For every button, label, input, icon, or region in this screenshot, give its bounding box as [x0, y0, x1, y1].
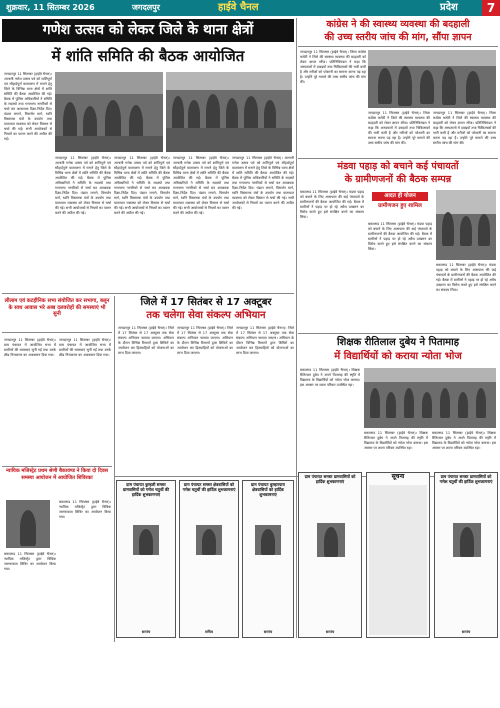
ad-panchayat-1: [116, 480, 176, 638]
ad-panchayat-3: [242, 480, 294, 638]
masthead: [0, 0, 500, 16]
mid-left-body-col2: जगदलपुर 11 सितम्बर (हाईवे चैनल)। ग्राम पंचायत में आयोजित सभा में ग्रामीणों की समस्याएं सुनी गईं तथा उनके शीघ्र निराकरण का आश्वासन दिया गया।: [59, 338, 111, 357]
ganesh-body-col2: जगदलपुर 11 सितम्बर (हाईवे चैनल)। आगामी गणेश उत्सव पर्व को शांतिपूर्ण एवं सौहार्दपूर्ण वातावरण में मनाने हेतु जिले के विभिन्न थाना क्षेत्रों में शांति समिति की बैठक आयोजित की गई। बैठक में पुलिस अधिकारियों ने समिति के सदस्यों तथा गणमान्य नागरिकों से चर्चा कर आवश्यक दिशा-निर्देश दिए। पंडाल लगाने, विसर्जन मार्ग, ध्वनि विस्तारक यंत्रों के उपयोग तथा यातायात व्यवस्था को लेकर विस्तार से चर्चा की गई। सभी आयोजकों से नियमों का पालन करने की अपील की गई।: [55, 156, 111, 215]
ganesh-body-col4: जगदलपुर 11 सितम्बर (हाईवे चैनल)। आगामी गणेश उत्सव पर्व को शांतिपूर्ण एवं सौहार्दपूर्ण वातावरण में मनाने हेतु जिले के विभिन्न थाना क्षेत्रों में शांति समिति की बैठक आयोजित की गई। बैठक में पुलिस अधिकारियों ने समिति के सदस्यों तथा गणमान्य नागरिकों से चर्चा कर आवश्यक दिशा-निर्देश दिए। पंडाल लगाने, विसर्जन मार्ग, ध्वनि विस्तारक यंत्रों के उपयोग तथा यातायात व्यवस्था को लेकर विस्तार से चर्चा की गई। सभी आयोजकों से नियमों का पालन करने की अपील की गई।: [173, 156, 229, 215]
ganesh-headline-top: गणेश उत्सव को लेकर जिले के थाना क्षेत्रों: [2, 19, 294, 42]
ad-title: ग्राम पंचायत कुम्हली समस्त ग्रामवासियों को गणेश चतुर्थी की हार्दिक शुभकामनाएं: [122, 482, 170, 497]
mandwa-photo: [436, 190, 496, 260]
mid-left-body-col1: जगदलपुर 11 सितम्बर (हाईवे चैनल)। ग्राम पंचायत में आयोजित सभा में ग्रामीणों की समस्याएं सुनी गईं तथा उनके शीघ्र निराकरण का आश्वासन दिया गया।: [4, 338, 56, 357]
ad-title: ग्राम पंचायत कुम्हारपारा क्षेत्रवासियों को हार्दिक शुभकामनाएं: [251, 482, 285, 497]
school-photo: [364, 368, 496, 428]
ad-portrait: [317, 523, 345, 557]
mandwa-body-col3: बकावण्ड 11 सितम्बर (हाईवे चैनल)। मंडवा पहाड़ को बचाने के लिए आसपास की कई पंचायतों के ग्रामीणजनों की बैठक आयोजित की गई। बैठक में ग्रामीणों ने पहाड़ पर हो रहे अवैध उत्खनन का विरोध करते हुए इसे संरक्षित करने का संकल्प लिया।: [436, 263, 496, 292]
ad-signature: सचिव: [205, 630, 213, 634]
ganesh-crowd-photo: [166, 72, 292, 152]
school-body-col3: बकावण्ड 11 सितम्बर (हाईवे चैनल)। शिक्षक रीतिलाल दुबेय ने अपने पितामह की स्मृति में विद्यालय के विद्यार्थियों को न्योता भोज कराया। इस अवसर पर शाला परिवार उपस्थित रहा।: [432, 431, 496, 450]
school-headline-top: शिक्षक रीतिलाल दुबेय ने पितामाह: [336, 337, 460, 348]
column-divider: [114, 296, 115, 642]
school-headline-bottom: में विद्यार्थियों को कराया न्योता भोज: [334, 351, 462, 362]
bottom-left-photo: [6, 500, 50, 548]
ad-portrait: [453, 523, 481, 557]
ad-signature: सरपंच: [263, 630, 273, 634]
sankalp-headline-bottom: तक चलेगा सेवा संकल्प अभियान: [146, 310, 266, 321]
ad-portrait: [133, 525, 159, 555]
divider: [2, 293, 294, 294]
ad-notice: [366, 472, 430, 638]
mandwa-body-col1: बकावण्ड 11 सितम्बर (हाईवे चैनल)। मंडवा पहाड़ को बचाने के लिए आसपास की कई पंचायतों के ग्रामीणजनों की बैठक आयोजित की गई। बैठक में ग्रामीणों ने पहाड़ पर हो रहे अवैध उत्खनन का विरोध करते हुए इसे संरक्षित करने का संकल्प लिया।: [300, 190, 364, 219]
ad-panchayat-2: [179, 480, 239, 638]
ad-signature: सरपंच: [141, 630, 151, 634]
sankalp-body-col1: जगदलपुर 11 सितम्बर (हाईवे चैनल)। जिले में 17 सितंबर से 17 अक्टूबर तक सेवा संकल्प अभियान चलाया जाएगा। अभियान के दौरान विभिन्न विभागों द्वारा शिविरों का आयोजन कर हितग्राहियों को योजनाओं का लाभ दिया जाएगा।: [118, 326, 174, 355]
congress-body-col3: जगदलपुर 11 सितम्बर (हाईवे चैनल)। जिला कांग्रेस कमेटी ने जिले की स्वास्थ्य व्यवस्था की बदहाली को लेकर ज्ञापन सौंपा। प्रतिनिधिमंडल ने कहा कि अस्पतालों में दवाइयों तथा चिकित्सकों की भारी कमी है और मरीजों को परेशानी का सामना करना पड़ रहा है। उन्होंने पूरे मामले की उच्च स्तरीय जांच की मांग की।: [433, 111, 496, 145]
divider: [298, 158, 498, 159]
page-number: 7: [482, 0, 500, 16]
bottom-left-body-col1: बकावण्ड 11 सितम्बर (हाईवे चैनल)। न्यायिक मजिस्ट्रेट द्वारा विधिक जागरूकता शिविर का आयोजन किया गया।: [4, 552, 56, 571]
mandwa-body-col2: बकावण्ड 11 सितम्बर (हाईवे चैनल)। मंडवा पहाड़ को बचाने के लिए आसपास की कई पंचायतों के ग्रामीणजनों की बैठक आयोजित की गई। बैठक में ग्रामीणों ने पहाड़ पर हो रहे अवैध उत्खनन का विरोध करते हुए इसे संरक्षित करने का संकल्प लिया।: [368, 222, 432, 251]
divider: [298, 46, 498, 47]
ad-panchayat-4: [298, 472, 362, 638]
congress-body-col2: जगदलपुर 11 सितम्बर (हाईवे चैनल)। जिला कांग्रेस कमेटी ने जिले की स्वास्थ्य व्यवस्था की बदहाली को लेकर ज्ञापन सौंपा। प्रतिनिधिमंडल ने कहा कि अस्पतालों में दवाइयों तथा चिकित्सकों की भारी कमी है और मरीजों को परेशानी का सामना करना पड़ रहा है। उन्होंने पूरे मामले की उच्च स्तरीय जांच की मांग की।: [368, 111, 430, 145]
ad-title: सूचना: [391, 473, 405, 480]
ad-signature: सरपंच: [461, 630, 471, 634]
congress-body-col1: जगदलपुर 11 सितम्बर (हाईवे चैनल)। जिला कांग्रेस कमेटी ने जिले की स्वास्थ्य व्यवस्था की बदहाली को लेकर ज्ञापन सौंपा। प्रतिनिधिमंडल ने कहा कि अस्पतालों में दवाइयों तथा चिकित्सकों की भारी कमी है और मरीजों को परेशानी का सामना करना पड़ रहा है। उन्होंने पूरे मामले की उच्च स्तरीय जांच की मांग की।: [300, 50, 366, 84]
ganesh-body-col1: जगदलपुर 11 सितम्बर (हाईवे चैनल)। आगामी गणेश उत्सव पर्व को शांतिपूर्ण एवं सौहार्दपूर्ण वातावरण में मनाने हेतु जिले के विभिन्न थाना क्षेत्रों में शांति समिति की बैठक आयोजित की गई। बैठक में पुलिस अधिकारियों ने समिति के सदस्यों तथा गणमान्य नागरिकों से चर्चा कर आवश्यक दिशा-निर्देश दिए। पंडाल लगाने, विसर्जन मार्ग, ध्वनि विस्तारक यंत्रों के उपयोग तथा यातायात व्यवस्था को लेकर विस्तार से चर्चा की गई। सभी आयोजकों से नियमों का पालन करने की अपील की गई।: [4, 72, 52, 141]
congress-headline-top: कांग्रेस ने की स्वास्थ्य व्यवस्था की बदहाली: [326, 19, 470, 30]
mandwa-headline-bottom: के ग्रामीणजनों की बैठक सम्पन्न: [344, 174, 452, 185]
ad-portrait: [255, 525, 281, 555]
masthead-section: प्रदेश: [440, 2, 458, 13]
ganesh-headline-bottom: में शांति समिति की बैठक आयोजित: [51, 47, 245, 65]
mid-left-headline: लीलाम एवं कटहीनिक सभा संयोजित कर सभागा, बलून के साथ आवास भरे अब्ब दलवरोहों की समस्याएं भी सुनी: [4, 298, 110, 317]
divider: [2, 466, 112, 467]
sankalp-body-col3: जगदलपुर 11 सितम्बर (हाईवे चैनल)। जिले में 17 सितंबर से 17 अक्टूबर तक सेवा संकल्प अभियान चलाया जाएगा। अभियान के दौरान विभिन्न विभागों द्वारा शिविरों का आयोजन कर हितग्राहियों को योजनाओं का लाभ दिया जाएगा।: [236, 326, 294, 355]
ad-signature: सरपंच: [325, 630, 335, 634]
ganesh-meeting-photo: [55, 72, 163, 152]
masthead-city: जगदलपुर: [132, 3, 160, 12]
congress-photo: [368, 50, 496, 108]
mandwa-headline-top: मंडवा पहाड़ को बचाने कई पंचायतों: [337, 161, 459, 172]
mandwa-badge-bottom: ग्रामीणजन हुए शामिल: [378, 203, 422, 209]
ad-title: ग्राम पंचायत समस्त ग्रामवासियों को हार्दिक शुभकामनाएं: [304, 474, 356, 484]
school-body-col1: बकावण्ड 11 सितम्बर (हाईवे चैनल)। शिक्षक रीतिलाल दुबेय ने अपने पितामह की स्मृति में विद्यालय के विद्यार्थियों को न्योता भोज कराया। इस अवसर पर शाला परिवार उपस्थित रहा।: [300, 368, 360, 387]
mandwa-badge-top: आदत ही योजन: [372, 192, 428, 201]
sankalp-headline-top: जिले में 17 सितंबर से 17 अक्टूबर: [140, 297, 272, 308]
mid-left-headline-box: [2, 297, 112, 333]
ad-title: ग्राम पंचायत समस्त ग्रामवासियों को गणेश चतुर्थी की हार्दिक शुभकामनाएं: [439, 474, 493, 484]
congress-headline-bottom: की उच्च स्तरीय जांच की मांग, सौंपा ज्ञापन: [324, 32, 472, 43]
masthead-brand: हाईवे चैनल: [218, 2, 259, 13]
masthead-date: शुक्रवार, 11 सितम्बर 2026: [6, 3, 95, 12]
ad-portrait: [196, 525, 222, 555]
ad-panchayat-5: [434, 472, 498, 638]
divider: [298, 333, 498, 334]
school-body-col2: बकावण्ड 11 सितम्बर (हाईवे चैनल)। शिक्षक रीतिलाल दुबेय ने अपने पितामह की स्मृति में विद्यालय के विद्यार्थियों को न्योता भोज कराया। इस अवसर पर शाला परिवार उपस्थित रहा।: [364, 431, 428, 450]
sankalp-body-col2: जगदलपुर 11 सितम्बर (हाईवे चैनल)। जिले में 17 सितंबर से 17 अक्टूबर तक सेवा संकल्प अभियान चलाया जाएगा। अभियान के दौरान विभिन्न विभागों द्वारा शिविरों का आयोजन कर हितग्राहियों को योजनाओं का लाभ दिया जाएगा।: [177, 326, 233, 355]
ganesh-body-col5: जगदलपुर 11 सितम्बर (हाईवे चैनल)। आगामी गणेश उत्सव पर्व को शांतिपूर्ण एवं सौहार्दपूर्ण वातावरण में मनाने हेतु जिले के विभिन्न थाना क्षेत्रों में शांति समिति की बैठक आयोजित की गई। बैठक में पुलिस अधिकारियों ने समिति के सदस्यों तथा गणमान्य नागरिकों से चर्चा कर आवश्यक दिशा-निर्देश दिए। पंडाल लगाने, विसर्जन मार्ग, ध्वनि विस्तारक यंत्रों के उपयोग तथा यातायात व्यवस्था को लेकर विस्तार से चर्चा की गई। सभी आयोजकों से नियमों का पालन करने की अपील की गई।: [232, 156, 294, 210]
bottom-left-body-col2: बकावण्ड 11 सितम्बर (हाईवे चैनल)। न्यायिक मजिस्ट्रेट द्वारा विधिक जागरूकता शिविर का आयोजन किया गया।: [59, 500, 111, 519]
column-divider: [296, 18, 297, 638]
ad-title: ग्राम पंचायत समस्त क्षेत्रवासियों को गणेश चतुर्थी की हार्दिक शुभकामनाएं: [182, 482, 236, 492]
bottom-left-headline: न्यायिक मजिस्ट्रेट प्रथम श्रेणी बैकावण्ड ने किया दो दिवस समस्या आयोजन में आयोजित शिविरका: [5, 468, 109, 481]
ganesh-body-col3: जगदलपुर 11 सितम्बर (हाईवे चैनल)। आगामी गणेश उत्सव पर्व को शांतिपूर्ण एवं सौहार्दपूर्ण वातावरण में मनाने हेतु जिले के विभिन्न थाना क्षेत्रों में शांति समिति की बैठक आयोजित की गई। बैठक में पुलिस अधिकारियों ने समिति के सदस्यों तथा गणमान्य नागरिकों से चर्चा कर आवश्यक दिशा-निर्देश दिए। पंडाल लगाने, विसर्जन मार्ग, ध्वनि विस्तारक यंत्रों के उपयोग तथा यातायात व्यवस्था को लेकर विस्तार से चर्चा की गई। सभी आयोजकों से नियमों का पालन करने की अपील की गई।: [114, 156, 170, 215]
ad-notice-text-block: [369, 485, 427, 635]
